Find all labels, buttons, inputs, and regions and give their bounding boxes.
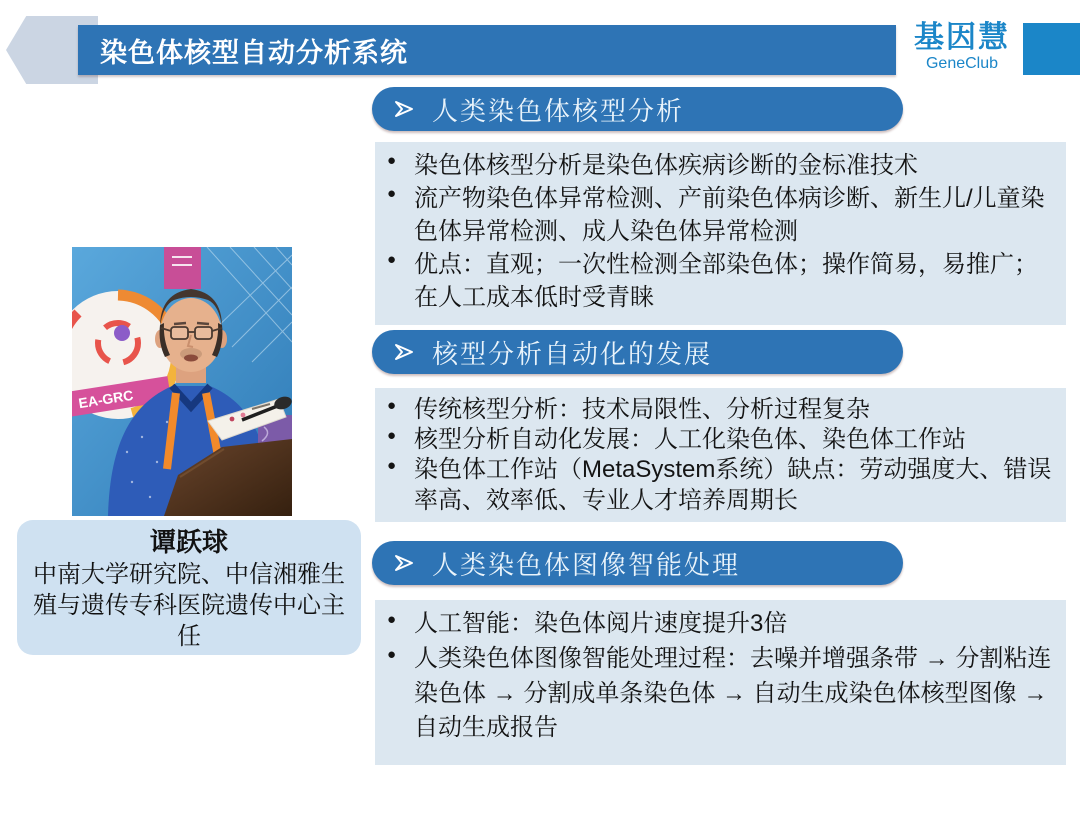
section-heading-automation-development <box>372 330 903 374</box>
section-content-automation-development <box>375 388 1066 522</box>
section-heading-label: 核型分析自动化的发展 <box>432 338 713 369</box>
bullet-icon: ● <box>387 397 397 414</box>
logo-subtitle: GeneClub <box>925 54 999 72</box>
bullet-item: ● 染色体工作站（MetaSystem系统）缺点：劳动强度大、错误率高、效率低、专业人才培养周期长 <box>387 456 1052 514</box>
bullet-item: ● 流产物染色体异常检测、产前染色体病诊断、新生儿/儿童染色体异常检测、成人染色体异常检测 <box>387 185 1045 246</box>
section-content-intelligent-image-processing <box>375 600 1066 765</box>
bullet-icon: ● <box>387 457 397 475</box>
bullet-item: ● 染色体核型分析是染色体疾病诊断的金标准技术 <box>387 152 918 179</box>
speaker-name: 谭跃球 <box>149 527 228 557</box>
logo-blue-square <box>1023 23 1080 75</box>
bullet-icon: ● <box>387 152 397 169</box>
bullet-icon: ● <box>387 611 397 628</box>
bullet-icon: ● <box>387 427 397 445</box>
arrowhead-icon <box>392 97 416 121</box>
bullet-item: ● 优点：直观；一次性检测全部染色体；操作简易，易推广；在人工成本低时受青睐 <box>387 251 1038 312</box>
bullet-item: ● 核型分析自动化发展：人工化染色体、染色体工作站 <box>387 426 966 454</box>
bullet-icon: ● <box>387 185 397 203</box>
bullet-icon: ● <box>387 645 397 663</box>
section-heading-label: 人类染色体核型分析 <box>432 95 685 126</box>
slide-title: 染色体核型自动分析系统 <box>100 37 408 68</box>
speaker-photo <box>72 247 292 516</box>
bullet-item: ● 传统核型分析：技术局限性、分析过程复杂 <box>387 396 870 423</box>
section-heading-karyotype-analysis <box>372 87 903 131</box>
logo-name: 基因慧 <box>914 21 1010 54</box>
geneclub-logo <box>903 22 1021 72</box>
section-heading-intelligent-image-processing <box>372 541 903 585</box>
bullet-item: ● 人类染色体图像智能处理过程：去噪并增强条带 → 分割粘连染色体 → 分割成单条染色体 → 自动生成染色体核型图像 → 自动生成报告 <box>387 644 1052 742</box>
arrowhead-icon <box>392 551 416 575</box>
bullet-item: ● 人工智能：染色体阅片速度提升3倍 <box>387 610 788 637</box>
section-heading-label: 人类染色体图像智能处理 <box>432 549 741 580</box>
bullet-icon: ● <box>387 251 397 269</box>
svg-text:EA-GRC: EA-GRC <box>77 386 135 412</box>
speaker-affiliation: 中南大学研究院、中信湘雅生殖与遗传专科医院遗传中心主任 <box>33 560 345 650</box>
section-content-karyotype-analysis <box>375 142 1066 325</box>
speaker-photo-illustration <box>72 247 292 516</box>
speaker-caption <box>17 520 361 655</box>
arrowhead-icon <box>392 340 416 364</box>
slide-title-bar <box>78 25 896 75</box>
